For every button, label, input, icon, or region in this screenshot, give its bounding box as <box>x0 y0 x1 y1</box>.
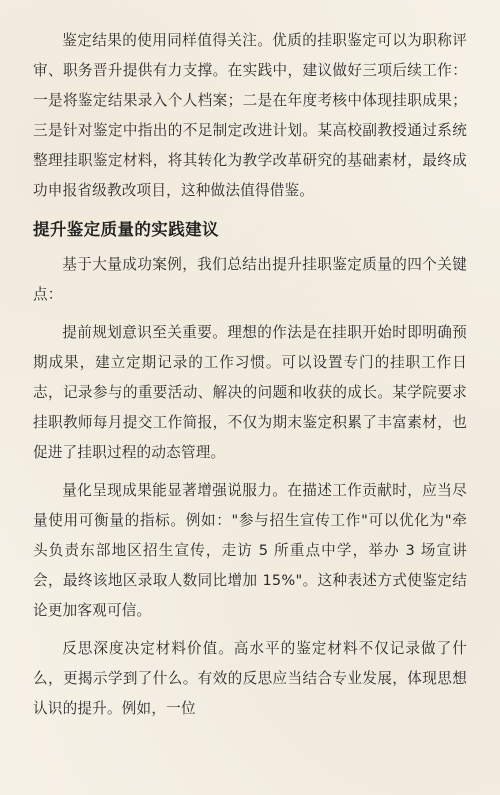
paragraph-key-points-intro: 基于大量成功案例，我们总结出提升挂职鉴定质量的四个关键点： <box>33 256 467 303</box>
section-heading: 提升鉴定质量的实践建议 <box>33 220 219 239</box>
paragraph-quantify: 量化呈现成果能显著增强说服力。在描述工作贡献时，应当尽量使用可衡量的指标。例如："参与招生宣传工作"可以优化为"牵头负责东部地区招生宣传，走访 5 所重点中学，举办 3 场宣讲会，最终该地区录取人数同比增加 15%"。这种表述方式使鉴定结论更加客观可信。 <box>33 482 467 619</box>
paragraph-result-usage: 鉴定结果的使用同样值得关注。优质的挂职鉴定可以为职称评审、职务晋升提供有力支撑。在实践中，建议做好三项后续工作：一是将鉴定结果录入个人档案；二是在年度考核中体现挂职成果；三是针对鉴定中指出的不足制定改进计划。某高校副教授通过系统整理挂职鉴定材料，将其转化为教学改革研究的基础素材，最终成功申报省级教改项目，这种做法值得借鉴。 <box>33 32 467 199</box>
paragraph-planning: 提前规划意识至关重要。理想的作法是在挂职开始时即明确预期成果，建立定期记录的工作习惯。可以设置专门的挂职工作日志，记录参与的重要活动、解决的问题和收获的成长。某学院要求挂职教师每月提交工作简报，不仅为期末鉴定积累了丰富素材，也促进了挂职过程的动态管理。 <box>33 324 467 461</box>
paragraph-reflection: 反思深度决定材料价值。高水平的鉴定材料不仅记录做了什么，更揭示学到了什么。有效的反思应当结合专业发展，体现思想认识的提升。例如，一位 <box>33 640 467 717</box>
